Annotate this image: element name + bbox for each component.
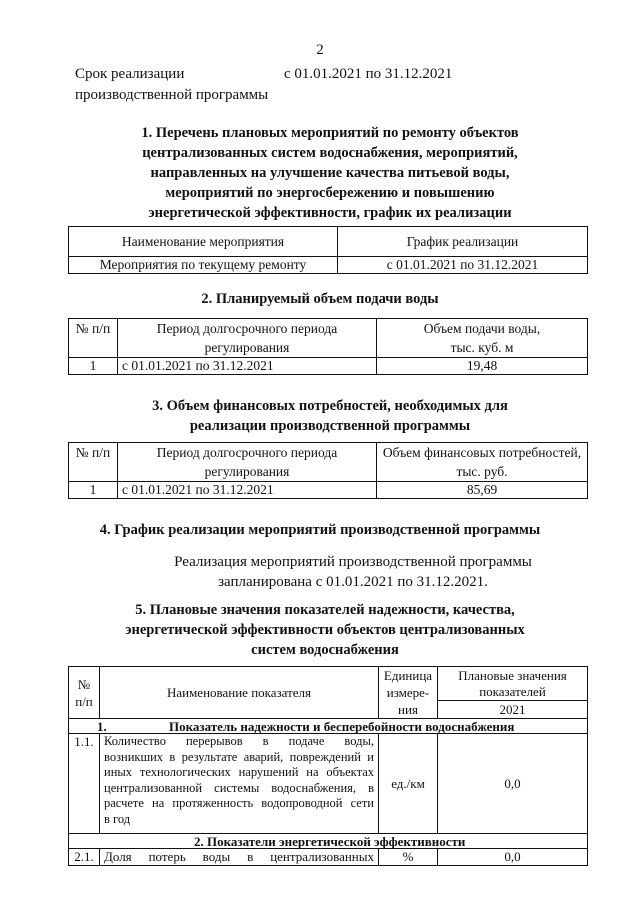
section5-title-line: систем водоснабжения xyxy=(251,642,399,658)
row11-name-line: в год xyxy=(104,811,131,826)
section3-title xyxy=(60,396,600,436)
section4-text-line2: запланирована с 01.01.2021 по 31.12.2021. xyxy=(218,574,488,590)
section4-text xyxy=(0,552,640,592)
header-water-volume-line2: тыс. куб. м xyxy=(450,340,514,355)
header-num: № п/п xyxy=(69,667,100,719)
row11-num: 1.1. xyxy=(69,734,100,834)
row11-name-line: возникших в результате аварий, повреждений и xyxy=(104,749,374,764)
header-schedule: График реализации xyxy=(338,227,588,257)
section2-title: 2. Планируемый объем подачи воды xyxy=(201,291,439,307)
header-indicator-name: Наименование показателя xyxy=(100,667,379,719)
section5-title-line: энергетической эффективности объектов централизованных xyxy=(125,622,525,638)
row21-num: 2.1. xyxy=(69,849,100,866)
group2-title: 2. Показатели энергетической эффективности xyxy=(194,834,466,849)
row11-name-line: расчете на протяженность водопроводной сети xyxy=(104,796,374,810)
cell-water-volume: 19,48 xyxy=(377,358,588,375)
header-financial-needs xyxy=(377,443,588,482)
cell-financial-needs: 85,69 xyxy=(377,482,588,499)
section4-text-line1: Реализация мероприятий производственной программы xyxy=(174,554,532,570)
section3-table xyxy=(68,442,588,499)
section1-title-line: централизованных систем водоснабжения, мероприятий, xyxy=(142,145,518,161)
section5-title xyxy=(45,600,605,660)
section1-title xyxy=(60,123,600,223)
group-energy-efficiency-row xyxy=(69,834,588,849)
section3-title-line2: реализации производственной программы xyxy=(189,418,471,434)
header-period-line1: Период долгосрочного периода xyxy=(156,445,338,460)
section1-title-line: мероприятий по энергосбережению и повышению xyxy=(165,185,495,201)
header-water-volume-line1: Объем подачи воды, xyxy=(423,321,541,336)
row11-unit: ед./км xyxy=(379,734,438,834)
row11-name-line: Количество перерывов в подаче воды, xyxy=(104,734,374,748)
row21-value: 0,0 xyxy=(438,849,588,866)
term-label xyxy=(75,64,268,106)
term-label-line2: производственной программы xyxy=(75,87,269,103)
page-number: 2 xyxy=(316,42,324,58)
group1-num: 1. xyxy=(97,719,107,734)
section5-table xyxy=(68,666,588,866)
row21-unit: % xyxy=(379,849,438,866)
section1-table xyxy=(68,226,588,274)
cell-num: 1 xyxy=(69,358,118,375)
header-period xyxy=(118,443,377,482)
term-value: с 01.01.2021 по 31.12.2021 xyxy=(284,66,453,82)
header-unit-line1: Единица xyxy=(383,668,433,683)
row21-name: Доля потерь воды в централизованных xyxy=(100,849,379,866)
header-year: 2021 xyxy=(438,701,588,719)
section4-title: 4. График реализации мероприятий производственной программы xyxy=(99,522,541,538)
cell-num: 1 xyxy=(69,482,118,499)
section5-title-line: 5. Плановые значения показателей надежности, качества, xyxy=(135,602,515,618)
header-water-volume xyxy=(377,319,588,358)
section3-title-line1: 3. Объем финансовых потребностей, необходимых для xyxy=(152,398,508,414)
header-period-line1: Период долгосрочного периода xyxy=(156,321,338,336)
header-planned-values xyxy=(438,667,588,701)
header-num: № п/п xyxy=(69,443,118,482)
cell-schedule: с 01.01.2021 по 31.12.2021 xyxy=(338,257,588,274)
header-period xyxy=(118,319,377,358)
header-period-line2: регулирования xyxy=(204,464,290,479)
header-financial-needs-line1: Объем финансовых потребностей, xyxy=(382,445,582,460)
section1-title-line: направленных на улучшение качества питьевой воды, xyxy=(150,165,510,181)
header-unit-line2: измере- xyxy=(386,685,430,700)
header-num: № п/п xyxy=(69,319,118,358)
section1-title-line: 1. Перечень плановых мероприятий по ремонту объектов xyxy=(141,125,519,141)
cell-period: с 01.01.2021 по 31.12.2021 xyxy=(118,358,377,375)
group-reliability-row xyxy=(69,719,588,734)
row11-name-line: централизованной системы водоснабжения, в xyxy=(104,780,374,795)
cell-activity-name: Мероприятия по текущему ремонту xyxy=(69,257,338,274)
term-label-line1: Срок реализации xyxy=(75,66,185,82)
header-activity-name: Наименование мероприятия xyxy=(69,227,338,257)
header-planned-values-line2: показателей xyxy=(479,683,546,699)
cell-period: с 01.01.2021 по 31.12.2021 xyxy=(118,482,377,499)
header-planned-values-line1: Плановые значения xyxy=(458,667,567,683)
row11-name-line: иных технологических нарушений на объектах xyxy=(104,765,374,779)
section2-table xyxy=(68,318,588,375)
header-unit xyxy=(379,667,438,719)
group1-title: Показатель надежности и бесперебойности водоснабжения xyxy=(169,719,515,734)
row11-name xyxy=(100,734,379,834)
row11-value: 0,0 xyxy=(438,734,588,834)
header-financial-needs-line2: тыс. руб. xyxy=(456,464,508,479)
section1-title-line: энергетической эффективности, график их реализации xyxy=(148,205,512,221)
header-period-line2: регулирования xyxy=(204,340,290,355)
header-unit-line3: ния xyxy=(398,702,418,717)
